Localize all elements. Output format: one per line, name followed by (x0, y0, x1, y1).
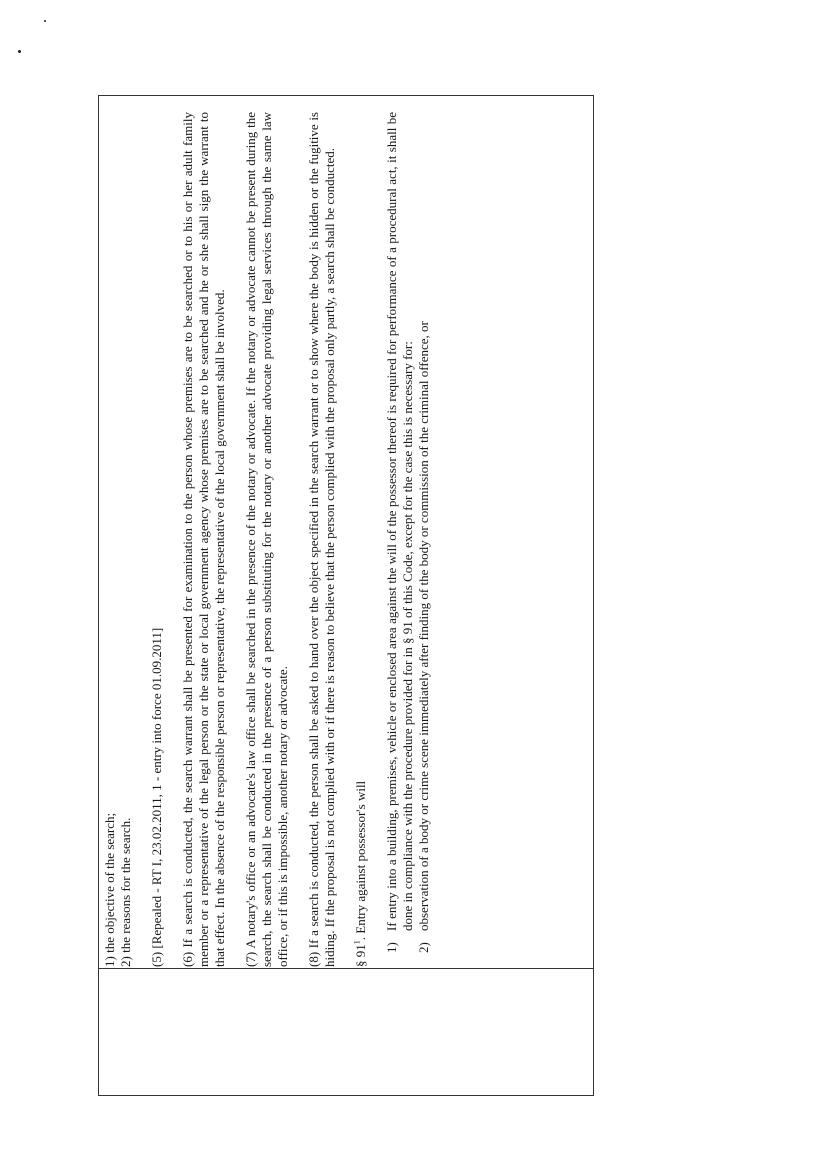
left-cell (98, 973, 594, 1096)
list-item-objective: 1) the objective of the search; (102, 812, 117, 967)
scan-speck (18, 50, 21, 53)
text-cell (98, 112, 594, 972)
list-item-number: 2) (416, 942, 431, 953)
section-superscript: 1 (352, 940, 362, 945)
list-item-reasons: 2) the reasons for the search. (118, 817, 133, 967)
section-prefix: § 91 (353, 944, 368, 967)
numbered-list (384, 112, 432, 967)
list-item-text: If entry into a building, premises, vehicle or enclosed area against the will of the possessor thereof is required for performance of a procedural act, it shall be done in compliance with the procedure provided for in § 91 of this Code, except for the case this is necessary for: (384, 112, 415, 931)
list-item (384, 112, 416, 953)
list-item-text: observation of a body or crime scene immediately after finding of the body or commission of the criminal offence, or (416, 321, 431, 931)
paragraph-8: (8) If a search is conducted, the person shall be asked to hand over the object specified in the search warrant or to show where the body is hidden or the fugitive is hiding. If the proposal is not complied with or if there is reason to believe that the person complied with the proposal only partly, a search shall be conducted. (306, 112, 337, 967)
rotated-page-content (98, 95, 594, 1096)
list-item-number: 1) (384, 942, 399, 953)
scan-speck (44, 20, 46, 22)
paragraph-5: (5) [Repealed - RT I, 23.02.2011, 1 - entry into force 01.09.2011] (149, 627, 164, 967)
section-heading (353, 112, 369, 967)
section-title: . Entry against possessor's will (353, 780, 368, 941)
paragraph-6: (6) If a search is conducted, the search warrant shall be presented for examination to the person whose premises are to be searched or to his or her adult family member or a representative of the legal person or the state or local government agency whose premises are to be searched and he or she shall sign the warrant to that effect. In the absence of the responsible person or representative, the representative of the local government shall be involved. (180, 112, 227, 967)
paragraph-7: (7) A notary's office or an advocate's law office shall be searched in the presence of the notary or advocate. If the notary or advocate cannot be present during the search, the search shall be conducted in the presence of a person substituting for the notary or another advocate providing legal services through the same law office, or if this is impossible, another notary or advocate. (243, 112, 290, 967)
list-item (416, 112, 432, 953)
